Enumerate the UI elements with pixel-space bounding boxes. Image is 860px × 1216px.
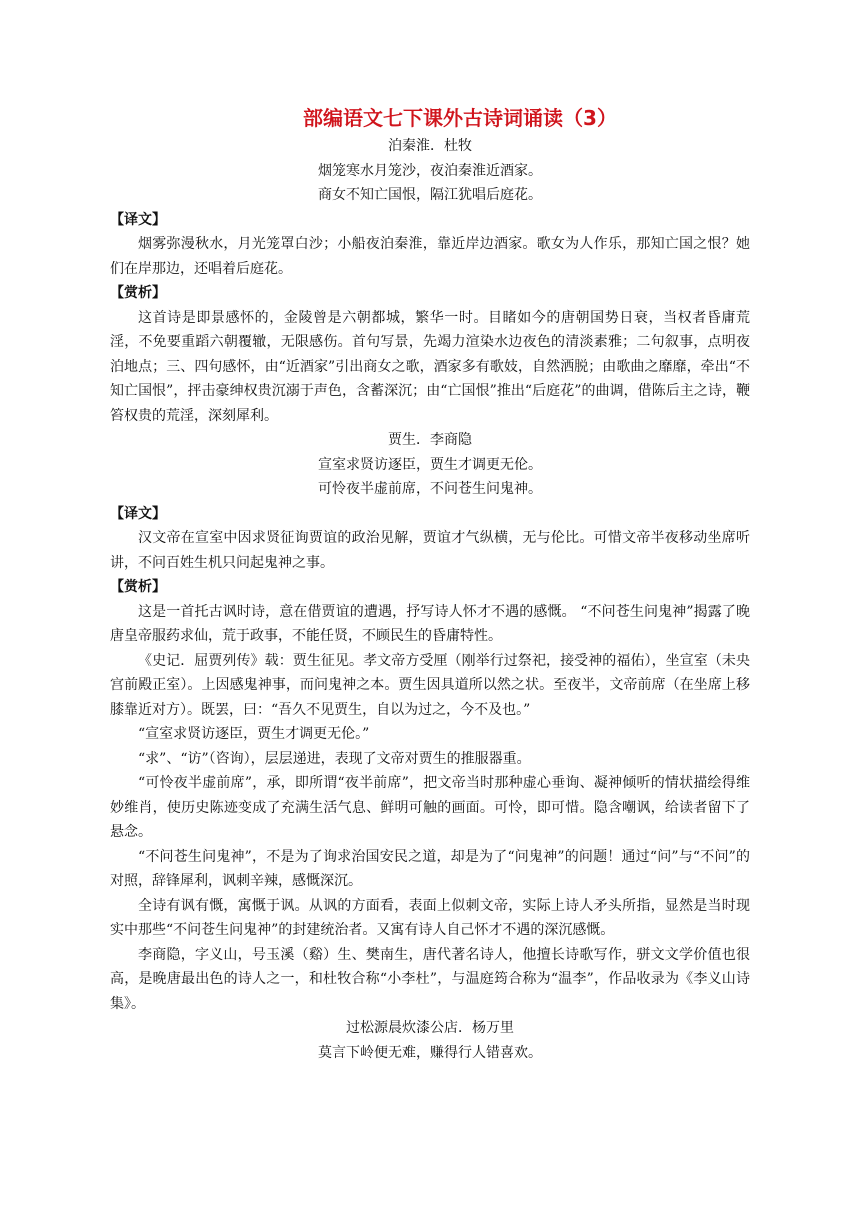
poem1-line-2: 商女不知亡国恨，隔江犹唱后庭花。: [318, 187, 542, 203]
poem2-line-2: 可怜夜半虚前席，不问苍生问鬼神。: [318, 481, 542, 497]
poem1-line-1: 烟笼寒水月笼沙，夜泊秦淮近酒家。: [318, 162, 542, 179]
poem2-analysis-para-4: “求”、“访”（咨询），层层递进，表现了文帝对贾生的推服器重。: [138, 750, 531, 767]
poem2-analysis-para-6: “不问苍生问鬼神”，不是为了询求治国安民之道，却是为了“问鬼神”的问题！通过“问”与“不问”的对照，辞锋犀利，讽刺辛辣，感慨深沉。: [110, 848, 750, 889]
poem2-analysis-para-5: “可怜夜半虚前席”，承，即所谓“夜半前席”，把文帝当时那种虚心垂询、凝神倾听的情状描绘得维妙维肖，使历史陈迹变成了充满生活气息、鲜明可触的画面。可怜，即可惜。隐含嘲讽，给读者留下了悬念。: [110, 775, 750, 840]
poem2-analysis-label: 【赏析】: [110, 579, 166, 595]
poem2-translation: 汉文帝在宣室中因求贤征询贾谊的政治见解，贾谊才气纵横，无与伦比。可惜文帝半夜移动坐席听讲，不问百姓生机只问起鬼神之事。: [110, 530, 750, 571]
poem1-translation: 烟雾弥漫秋水，月光笼罩白沙；小船夜泊秦淮，靠近岸边酒家。歌女为人作乐，那知亡国之恨？她们在岸那边，还唱着后庭花。: [110, 236, 750, 277]
document-title: 部编语文七下课外古诗词诵读（3）: [303, 106, 617, 130]
poem2-analysis-para-3: “宣室求贤访逐臣，贾生才调更无伦。”: [138, 726, 370, 742]
poem1-analysis-label: 【赏析】: [110, 285, 166, 301]
poem2-heading: 贾生．李商隐: [388, 432, 472, 448]
poem2-analysis-para-7: 全诗有讽有慨，寓慨于讽。从讽的方面看，表面上似刺文帝，实际上诗人矛头所指，显然是当时现实中那些“不问苍生问鬼神”的封建统治者。又寓有诗人自己怀才不遇的深沉感慨。: [110, 897, 750, 938]
poem3-heading: 过松源晨炊漆公店．杨万里: [346, 1020, 514, 1036]
poem2-translation-label: 【译文】: [110, 505, 166, 522]
poem1-heading: 泊秦淮．杜牧: [388, 138, 472, 154]
poem2-line-1: 宣室求贤访逐臣，贾生才调更无伦。: [318, 456, 542, 473]
poem1-translation-label: 【译文】: [110, 211, 166, 228]
poem2-analysis-para-1: 这是一首托古讽时诗，意在借贾谊的遭遇，抒写诗人怀才不遇的感慨。 “不问苍生问鬼神”揭露了晚唐皇帝服药求仙，荒于政事，不能任贤，不顾民生的昏庸特性。: [110, 603, 750, 644]
poem2-analysis-para-2: 《史记．屈贾列传》载：贾生征见。孝文帝方受厘（刚举行过祭祀，接受神的福佑），坐宣室（未央宫前殿正室）。上因感鬼神事，而问鬼神之本。贾生因具道所以然之状。至夜半，文帝前席（在坐席上移膝靠近对方）。既罢，曰：“吾久不见贾生，自以为过之，今不及也。”: [110, 652, 750, 718]
poem2-analysis-para-8: 李商隐，字义山，号玉溪（谿）生、樊南生，唐代著名诗人，他擅长诗歌写作，骈文文学价值也很高，是晚唐最出色的诗人之一，和杜牧合称“小李杜”，与温庭筠合称为“温李”，作品收录为《李义山诗集》。: [110, 946, 750, 1012]
poem1-analysis: 这首诗是即景感怀的，金陵曾是六朝都城，繁华一时。目睹如今的唐朝国势日衰，当权者昏庸荒淫，不免要重蹈六朝覆辙，无限感伤。首句写景，先竭力渲染水边夜色的清淡素雅；二句叙事，点明夜泊地点；三、四句感怀，由“近酒家”引出商女之歌，酒家多有歌妓，自然洒脱；由歌曲之靡靡，牵出“不知亡国恨”，抨击豪绅权贵沉溺于声色，含蓄深沉；由“亡国恨”推出“后庭花”的曲调，借陈后主之诗，鞭笞权贵的荒淫，深刻犀利。: [110, 309, 750, 424]
poem3-line-1: 莫言下岭便无难，赚得行人错喜欢。: [318, 1044, 542, 1061]
